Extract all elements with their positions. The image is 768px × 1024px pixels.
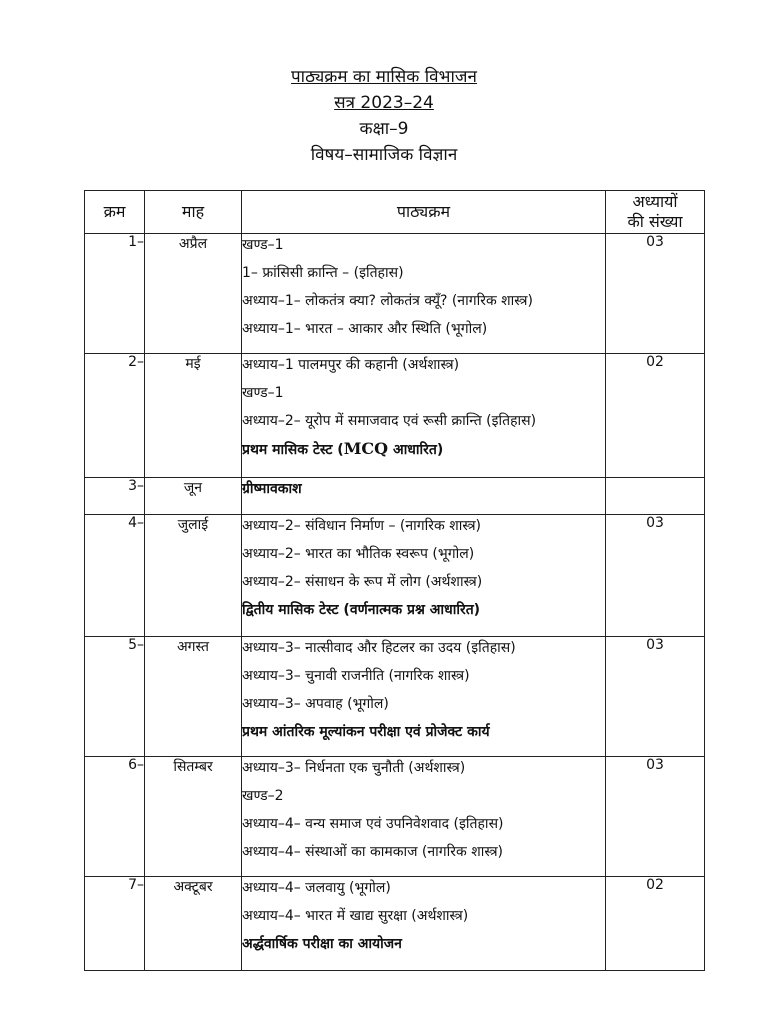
syllabus-table	[84, 190, 705, 971]
row-month: मई	[145, 354, 242, 478]
row-serial: 2–	[85, 354, 145, 478]
row-syllabus	[242, 354, 606, 478]
row-syllabus	[242, 877, 606, 971]
row-serial: 7–	[85, 877, 145, 971]
row-syllabus	[242, 515, 606, 637]
syllabus-line: अध्याय–4– वन्य समाज एवं उपनिवेशवाद (इतिहास)	[242, 816, 504, 832]
syllabus-line: अध्याय–2– यूरोप में समाजवाद एवं रूसी क्रान्ति (इतिहास)	[242, 413, 537, 429]
row-chapter-count: 03	[606, 757, 705, 877]
syllabus-line: अध्याय–3– नात्सीवाद और हिटलर का उदय (इतिहास)	[242, 640, 516, 656]
row-month: अक्टूबर	[145, 877, 242, 971]
syllabus-line: अध्याय–2– संसाधन के रूप में लोग (अर्थशास्त्र)	[242, 574, 483, 590]
row-chapter-count: 03	[606, 234, 705, 354]
row-syllabus	[242, 757, 606, 877]
syllabus-line: 1– फ्रांसिसी क्रान्ति – (इतिहास)	[242, 265, 404, 281]
column-header-chapter-count	[606, 191, 705, 234]
column-header-count-line1: अध्यायों	[632, 192, 678, 211]
row-chapter-count: 03	[606, 637, 705, 757]
column-header-count-line2: की संख्या	[627, 212, 683, 231]
table-row	[85, 757, 705, 877]
syllabus-line: अध्याय–3– अपवाह (भूगोल)	[242, 696, 389, 712]
table-header-row	[85, 191, 705, 234]
session-label: सत्र 2023–24	[334, 93, 434, 113]
row-chapter-count	[606, 478, 705, 515]
row-serial: 6–	[85, 757, 145, 877]
row-chapter-count: 02	[606, 354, 705, 478]
assessment-note: प्रथम आंतरिक मूल्यांकन परीक्षा एवं प्रोजेक्ट कार्य	[242, 724, 490, 740]
row-serial: 4–	[85, 515, 145, 637]
row-chapter-count: 03	[606, 515, 705, 637]
subject-label: विषय–सामाजिक विज्ञान	[310, 145, 458, 165]
row-chapter-count: 02	[606, 877, 705, 971]
mcq-label: MCQ	[343, 439, 389, 458]
row-serial: 3–	[85, 478, 145, 515]
table-row	[85, 234, 705, 354]
row-month: सितम्बर	[145, 757, 242, 877]
table-row	[85, 877, 705, 971]
syllabus-line: अध्याय–4– भारत में खाद्य सुरक्षा (अर्थशास्त्र)	[242, 908, 469, 924]
syllabus-line: अध्याय–4– जलवायु (भूगोल)	[242, 880, 391, 896]
document-header	[0, 64, 768, 168]
row-syllabus	[242, 637, 606, 757]
exam-note: अर्द्धवार्षिक परीक्षा का आयोजन	[242, 936, 402, 952]
syllabus-line: अध्याय–1– भारत – आकार और स्थिति (भूगोल)	[242, 321, 488, 337]
column-header-syllabus: पाठ्यक्रम	[242, 191, 606, 234]
syllabus-line: अध्याय–4– संस्थाओं का कामकाज (नागरिक शास्त्र)	[242, 844, 504, 860]
column-header-sr: क्रम	[85, 191, 145, 234]
summer-vacation-label: ग्रीष्मावकाश	[242, 481, 302, 497]
row-month: अप्रैल	[145, 234, 242, 354]
syllabus-line: खण्ड–2	[242, 788, 284, 804]
monthly-test-note	[242, 438, 605, 466]
table-row	[85, 478, 705, 515]
table-row	[85, 515, 705, 637]
row-syllabus	[242, 234, 606, 354]
column-header-month: माह	[145, 191, 242, 234]
row-serial: 5–	[85, 637, 145, 757]
syllabus-line: अध्याय–1 पालमपुर की कहानी (अर्थशास्त्र)	[242, 357, 460, 373]
row-month: अगस्त	[145, 637, 242, 757]
table-row	[85, 637, 705, 757]
monthly-test-note: द्वितीय मासिक टेस्ट (वर्णनात्मक प्रश्न आधारित)	[242, 602, 481, 618]
test-label-pre: प्रथम मासिक टेस्ट (	[242, 442, 344, 458]
syllabus-line: खण्ड–1	[242, 385, 284, 401]
row-syllabus	[242, 478, 606, 515]
syllabus-line: खण्ड–1	[242, 237, 284, 253]
document-title: पाठ्यक्रम का मासिक विभाजन	[291, 67, 477, 87]
syllabus-line: अध्याय–3– चुनावी राजनीति (नागरिक शास्त्र)	[242, 668, 470, 684]
syllabus-line: अध्याय–2– संविधान निर्माण – (नागरिक शास्त्र)	[242, 518, 482, 534]
class-label: कक्षा–9	[359, 119, 409, 139]
test-label-post: आधारित)	[388, 442, 444, 458]
row-month: जुलाई	[145, 515, 242, 637]
syllabus-line: अध्याय–2– भारत का भौतिक स्वरूप (भूगोल)	[242, 546, 475, 562]
table-row	[85, 354, 705, 478]
syllabus-line: अध्याय–3– निर्धनता एक चुनौती (अर्थशास्त्र)	[242, 760, 466, 776]
syllabus-line: अध्याय–1– लोकतंत्र क्या? लोकतंत्र क्यूँ? (नागरिक शास्त्र)	[242, 293, 533, 309]
row-month: जून	[145, 478, 242, 515]
row-serial: 1–	[85, 234, 145, 354]
